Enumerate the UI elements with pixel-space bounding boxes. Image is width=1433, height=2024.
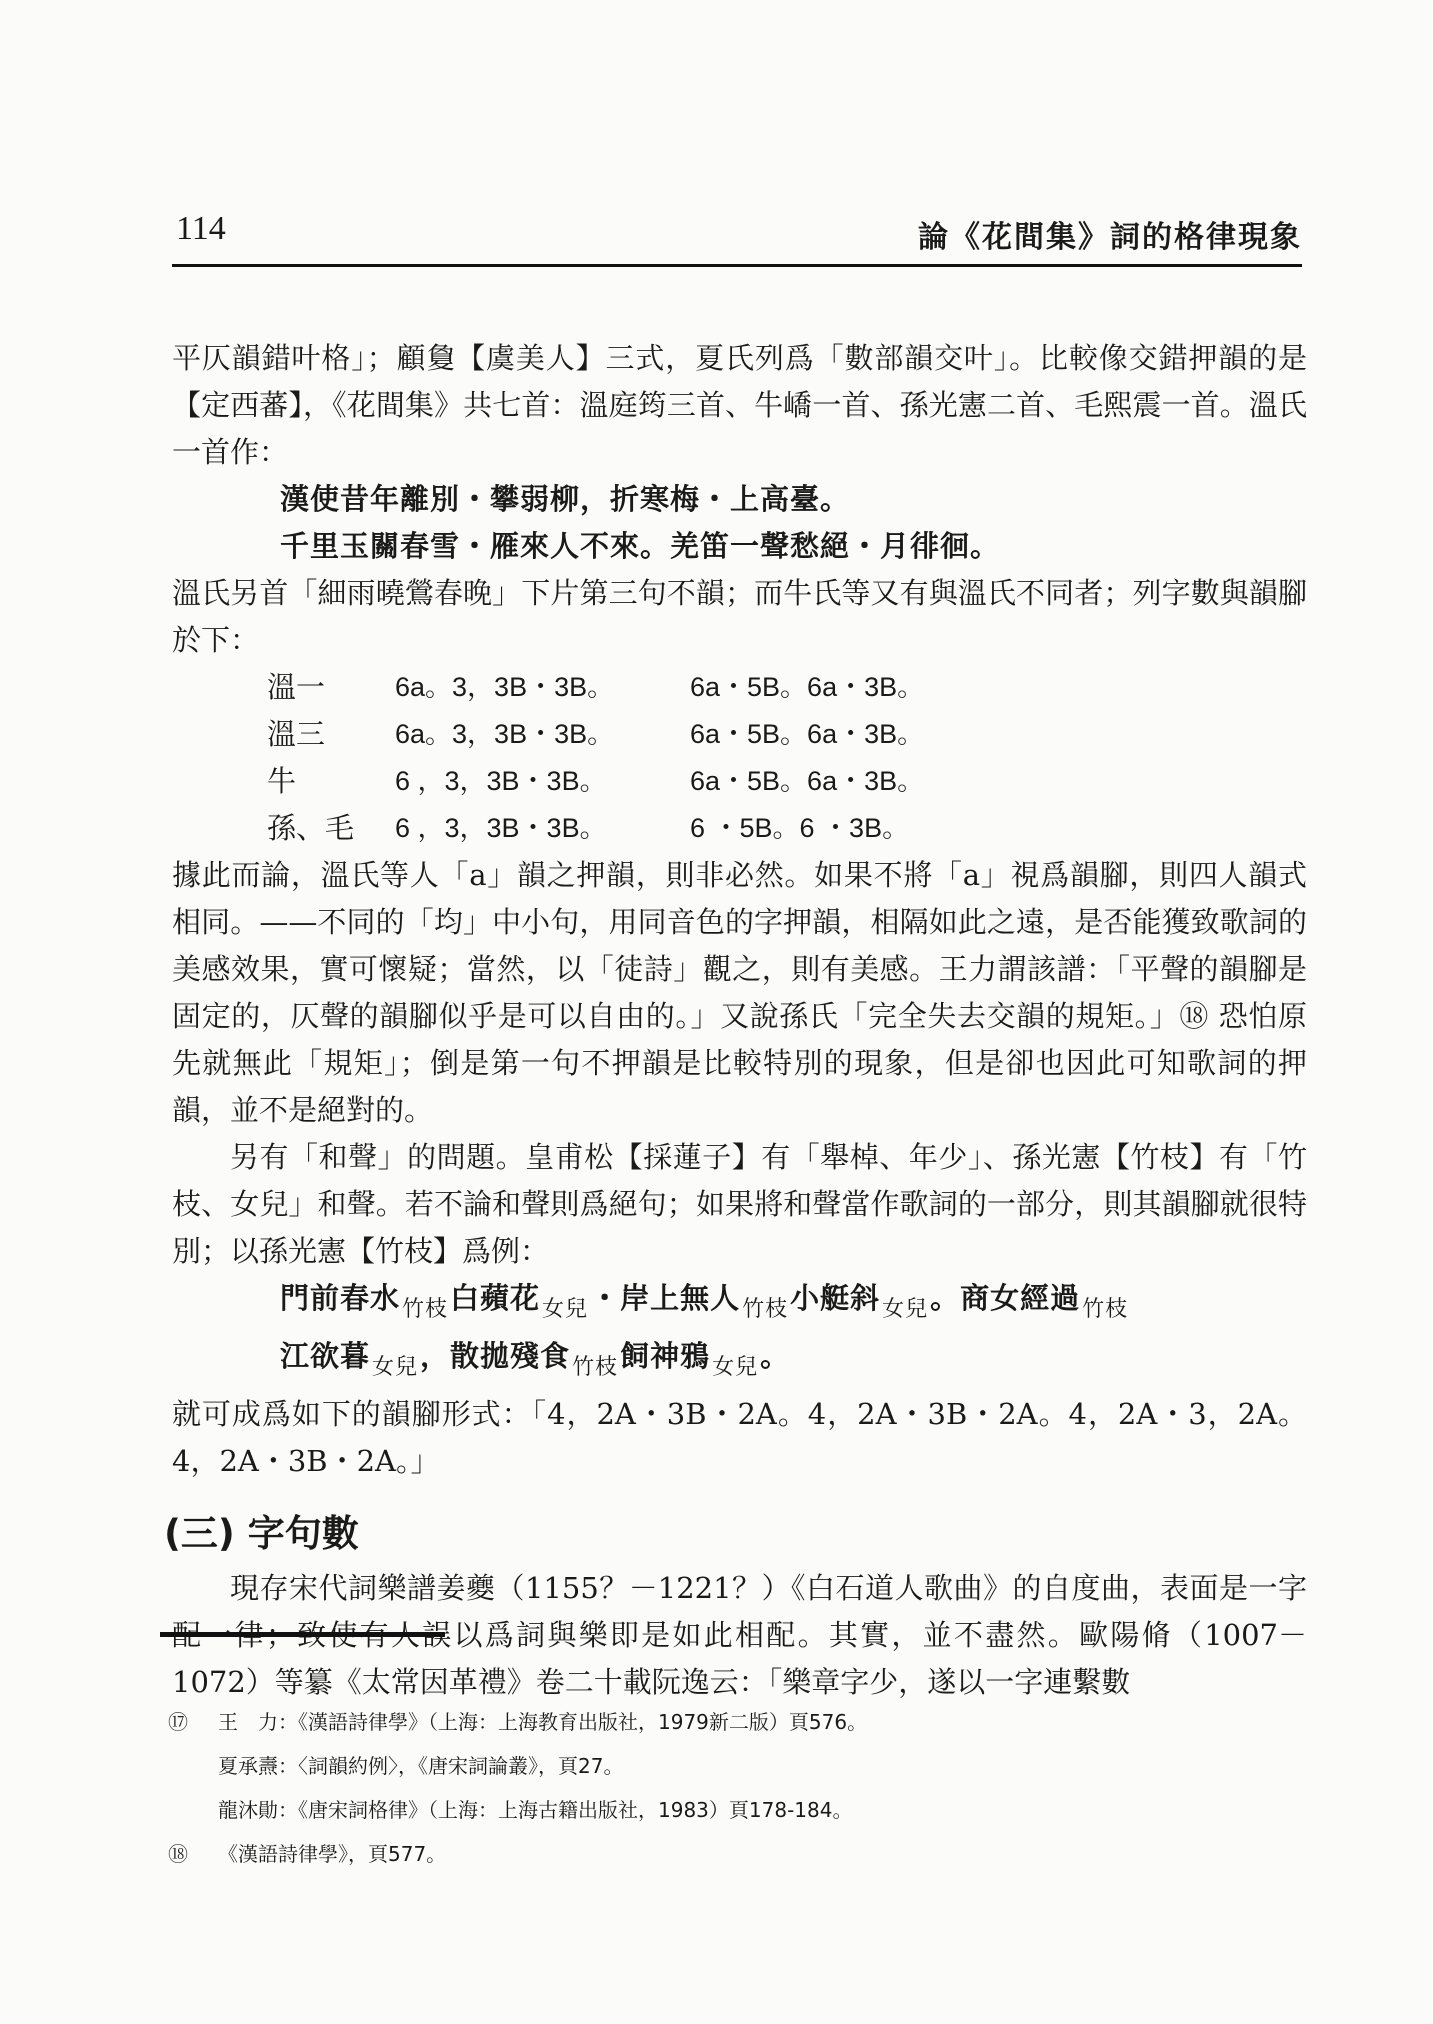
paragraph-4: 另有「和聲」的問題。皇甫松【採蓮子】有「舉棹、年少」、孫光憲【竹枝】有「竹枝、女兒」和聲。若不論和聲則爲絕句；如果將和聲當作歌詞的一部分，則其韻腳就很特別；以孫光憲【竹枝】爲例：	[172, 1140, 1307, 1268]
verse2-line-1	[172, 1275, 1307, 1333]
paragraph-1: 平仄韻錯叶格」；顧敻【虞美人】三式，夏氏列爲「數部韻交叶」。比較像交錯押韻的是【定西蕃】，《花間集》共七首：溫庭筠三首、牛嶠一首、孫光憲二首、毛熙震一首。溫氏一首作：	[172, 341, 1307, 469]
refrain-text: 女兒	[372, 1355, 419, 1380]
footnote-text: 王 力：《漢語詩律學》（上海：上海教育出版社，1979新二版）頁576。	[218, 1710, 868, 1734]
footnote-17-cont	[168, 1788, 1298, 1832]
row-second-half: 6a・5B。6a・3B。	[690, 766, 925, 796]
refrain-text: 竹枝	[572, 1355, 619, 1380]
row-second-half: 6a・5B。6a・3B。	[690, 672, 925, 702]
table-row	[267, 758, 924, 805]
paragraph-6: 現存宋代詞樂譜姜夔（1155？－1221？）《白石道人歌曲》的自度曲，表面是一字配一律；致使有人誤以爲詞與樂即是如此相配。其實，並不盡然。歐陽脩（1007－1072）等纂《太常因革禮》卷二十載阮逸云：「樂章字少，遂以一字連繫數	[172, 1571, 1307, 1699]
verse-text: 白蘋花	[450, 1281, 541, 1315]
verse-text: 飼神鴉	[620, 1339, 711, 1373]
verse2-line-2	[172, 1333, 1307, 1391]
verse-line-1: 漢使昔年離別・攀弱柳，折寒梅・上高臺。	[280, 482, 851, 516]
rhyme-table	[267, 664, 924, 852]
section-title: (三) 字句數	[164, 1512, 359, 1555]
page-number: 114	[176, 210, 226, 247]
refrain-text: 女兒	[542, 1297, 589, 1322]
table-row	[267, 805, 924, 852]
footnotes	[168, 1700, 1298, 1876]
refrain-text: 竹枝	[402, 1297, 449, 1322]
verse-text: 江欲暮	[280, 1339, 371, 1373]
row-first-half: 6 ，3，3B・3B。	[395, 766, 607, 796]
footnote-17	[168, 1700, 1298, 1744]
table-row	[267, 711, 924, 758]
table-row	[267, 664, 924, 711]
row-name: 牛	[267, 764, 297, 798]
footnote-18	[168, 1832, 1298, 1876]
page-header	[172, 210, 1302, 266]
footnote-mark: ⑰	[168, 1710, 188, 1734]
row-first-half: 6a。3，3B・3B。	[395, 719, 615, 749]
footnote-rule	[160, 1632, 445, 1637]
footnote-text: 龍沐勛：《唐宋詞格律》（上海：上海古籍出版社，1983）頁178-184。	[218, 1798, 853, 1822]
paragraph-3: 據此而論，溫氏等人「a」韻之押韻，則非必然。如果不將「a」視爲韻腳，則四人韻式相同。——不同的「均」中小句，用同音色的字押韻，相隔如此之遠，是否能獲致歌詞的美感效果，實可懷疑；當然，以「徒詩」觀之，則有美感。王力謂該譜：「平聲的韻腳是固定的，仄聲的韻腳似乎是可以自由的。」又說孫氏「完全失去交韻的規矩。」⑱ 恐怕原先就無此「規矩」；倒是第一句不押韻是比較特別的現象，但是卻也因此可知歌詞的押韻，並不是絕對的。	[172, 858, 1307, 1127]
verse-text: 。商女經過	[930, 1281, 1081, 1315]
row-first-half: 6 ，3，3B・3B。	[395, 813, 607, 843]
refrain-text: 女兒	[712, 1355, 759, 1380]
row-name: 溫三	[267, 717, 326, 751]
footnote-mark: ⑱	[168, 1842, 188, 1866]
verse-text: 。	[760, 1339, 791, 1373]
row-name: 溫一	[267, 670, 326, 704]
row-first-half: 6a。3，3B・3B。	[395, 672, 615, 702]
footnote-17-cont	[168, 1744, 1298, 1788]
header-rule	[172, 264, 1302, 267]
refrain-text: 竹枝	[742, 1297, 789, 1322]
refrain-text: 女兒	[882, 1297, 929, 1322]
running-title: 論《花間集》詞的格律現象	[918, 220, 1302, 255]
main-text	[164, 335, 1307, 1706]
footnote-text: 夏承燾：〈詞韻約例〉，《唐宋詞論叢》，頁27。	[218, 1754, 624, 1778]
row-second-half: 6a・5B。6a・3B。	[690, 719, 925, 749]
verse-line-2: 千里玉關春雪・雁來人不來。羌笛一聲愁絕・月徘徊。	[280, 529, 1001, 563]
verse-text: 門前春水	[280, 1281, 401, 1315]
verse-text: ・岸上無人	[590, 1281, 741, 1315]
refrain-text: 竹枝	[1082, 1297, 1129, 1322]
row-second-half: 6 ・5B。6 ・3B。	[690, 813, 910, 843]
paragraph-5: 就可成爲如下的韻腳形式：「4，2A・3B・2A。4，2A・3B・2A。4，2A・3，2A。4，2A・3B・2A。」	[172, 1397, 1307, 1478]
footnote-text: 《漢語詩律學》，頁577。	[218, 1842, 447, 1866]
verse-text: ，散拋殘食	[420, 1339, 571, 1373]
verse-text: 小艇斜	[790, 1281, 881, 1315]
row-name: 孫、毛	[267, 811, 355, 845]
paragraph-2: 溫氏另首「細雨曉鶯春晚」下片第三句不韻；而牛氏等又有與溫氏不同者；列字數與韻腳於下：	[172, 576, 1307, 657]
